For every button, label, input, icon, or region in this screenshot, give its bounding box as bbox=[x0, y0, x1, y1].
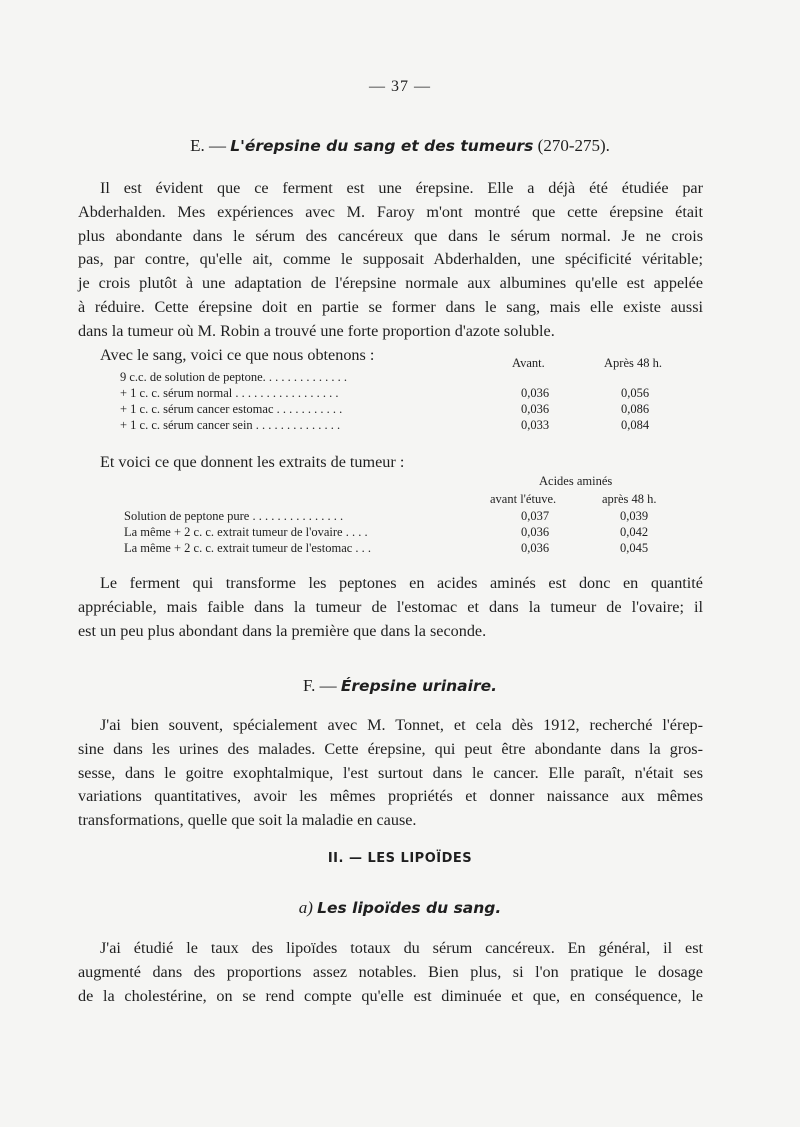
paragraph-line: est un peu plus abondant dans la première que dans la seconde. bbox=[78, 621, 487, 640]
table1-row-label: 9 c.c. de solution de peptone. . . . . . . . . . . . . . bbox=[120, 370, 348, 384]
paragraph-line: Il est évident que ce ferment est une érepsine. Elle a déjà été étudiée par bbox=[100, 179, 703, 197]
section-e-ref: (270-275). bbox=[537, 136, 610, 155]
table1-row-label: + 1 c. c. sérum cancer sein . . . . . . . . . . . . . . bbox=[120, 418, 341, 432]
section-ii-heading: II. — LES LIPOÏDES bbox=[327, 851, 473, 866]
paragraph-line: Abderhalden. Mes expériences avec M. Faroy m'ont montré que cette érepsine était bbox=[78, 202, 703, 221]
section-f-paragraph bbox=[78, 714, 703, 833]
table2-group-header: Acides aminés bbox=[539, 474, 613, 488]
table2-apres-value: 0,045 bbox=[620, 541, 649, 555]
paragraph-line: sine dans les urines des malades. Cette érepsine, qui peut être abondante dans la gros- bbox=[78, 739, 703, 758]
section-a-title: Les lipoïdes du sang. bbox=[317, 899, 502, 917]
paragraph-line: variations quantitatives, avoir les mêmes propriétés et donner naissance aux mêmes bbox=[78, 787, 703, 806]
paragraph-line: Le ferment qui transforme les peptones en acides aminés est donc en quantité bbox=[100, 574, 703, 592]
section-a-letter: a) bbox=[298, 898, 313, 917]
table2-intro: Et voici ce que donnent les extraits de tumeur : bbox=[100, 453, 405, 471]
paragraph-line: dans la tumeur où M. Robin a trouvé une forte proportion d'azote soluble. bbox=[78, 321, 555, 340]
paragraph-line: pas, par contre, qu'elle ait, comme le supposait Abderhalden, une spécificité véritable; bbox=[78, 250, 703, 269]
table2-avant-value: 0,036 bbox=[521, 541, 550, 555]
paragraph-line: J'ai étudié le taux des lipoïdes totaux du sérum cancéreux. En général, il est bbox=[100, 939, 703, 957]
table1-apres-value: 0,084 bbox=[621, 418, 650, 432]
paragraph-line: sesse, dans le goitre exophtalmique, l'est surtout dans le cancer. Elle paraît, n'était ses bbox=[78, 763, 703, 782]
table1-header-apres: Après 48 h. bbox=[604, 356, 662, 370]
table1-row-label: + 1 c. c. sérum cancer estomac . . . . . . . . . . . bbox=[120, 402, 343, 416]
paragraph-line: plus abondante dans le sérum des cancéreux que dans le sérum normal. Je ne crois bbox=[78, 226, 703, 245]
section-f-letter: F. — bbox=[302, 676, 337, 695]
section-e-letter: E. — bbox=[190, 136, 226, 155]
section-e-heading bbox=[0, 136, 800, 156]
section-a-paragraph bbox=[78, 937, 703, 1008]
paragraph-line: à réduire. Cette érepsine doit en partie se former dans le sang, mais elle existe aussi bbox=[78, 297, 703, 316]
section-a-heading bbox=[0, 898, 800, 918]
table-serum-results bbox=[120, 356, 680, 436]
section-f-title: Érepsine urinaire. bbox=[340, 677, 497, 695]
table2-header-avant: avant l'étuve. bbox=[490, 492, 557, 506]
table2-avant-value: 0,036 bbox=[521, 525, 550, 539]
table1-apres-value: 0,086 bbox=[621, 402, 650, 416]
table2-row-label: Solution de peptone pure . . . . . . . . . . . . . . . bbox=[124, 509, 344, 523]
paragraph-line: J'ai bien souvent, spécialement avec M. Tonnet, et cela dès 1912, recherché l'érep- bbox=[100, 716, 703, 734]
table2-row-label: La même + 2 c. c. extrait tumeur de l'estomac . . . bbox=[124, 541, 372, 555]
paragraph-line: de la cholestérine, on se rend compte qu'elle est diminuée et que, en conséquence, le bbox=[78, 986, 703, 1005]
paragraph-line: augmenté dans des proportions assez notables. Bien plus, si l'on pratique le dosage bbox=[78, 962, 703, 981]
section-e-paragraph bbox=[78, 177, 703, 367]
section-f-heading bbox=[0, 676, 800, 696]
table1-apres-value: 0,056 bbox=[621, 386, 650, 400]
table1-row-label: + 1 c. c. sérum normal . . . . . . . . . . . . . . . . . bbox=[120, 386, 339, 400]
paragraph-line: transformations, quelle que soit la maladie en cause. bbox=[78, 811, 417, 830]
table2-header-apres: après 48 h. bbox=[602, 492, 657, 506]
section-e-conclusion bbox=[78, 572, 703, 643]
section-e-title: L'érepsine du sang et des tumeurs bbox=[230, 137, 534, 155]
table-tumor-extracts bbox=[124, 472, 684, 562]
paragraph-line: je crois plutôt à une adaptation de l'érepsine normale aux albumines qu'elle est appelée bbox=[78, 274, 703, 293]
table1-avant-value: 0,033 bbox=[521, 418, 550, 432]
paragraph-line: appréciable, mais faible dans la tumeur de l'estomac et dans la tumeur de l'ovaire; il bbox=[78, 597, 703, 616]
table1-avant-value: 0,036 bbox=[521, 386, 550, 400]
table1-header-avant: Avant. bbox=[512, 356, 545, 370]
table1-intro: Avec le sang, voici ce que nous obtenons : bbox=[100, 345, 375, 364]
table2-avant-value: 0,037 bbox=[521, 509, 550, 523]
table2-apres-value: 0,042 bbox=[620, 525, 649, 539]
table2-row-label: La même + 2 c. c. extrait tumeur de l'ovaire . . . . bbox=[124, 525, 368, 539]
table2-apres-value: 0,039 bbox=[620, 509, 649, 523]
page-number: — 37 — bbox=[369, 78, 431, 95]
table1-avant-value: 0,036 bbox=[521, 402, 550, 416]
